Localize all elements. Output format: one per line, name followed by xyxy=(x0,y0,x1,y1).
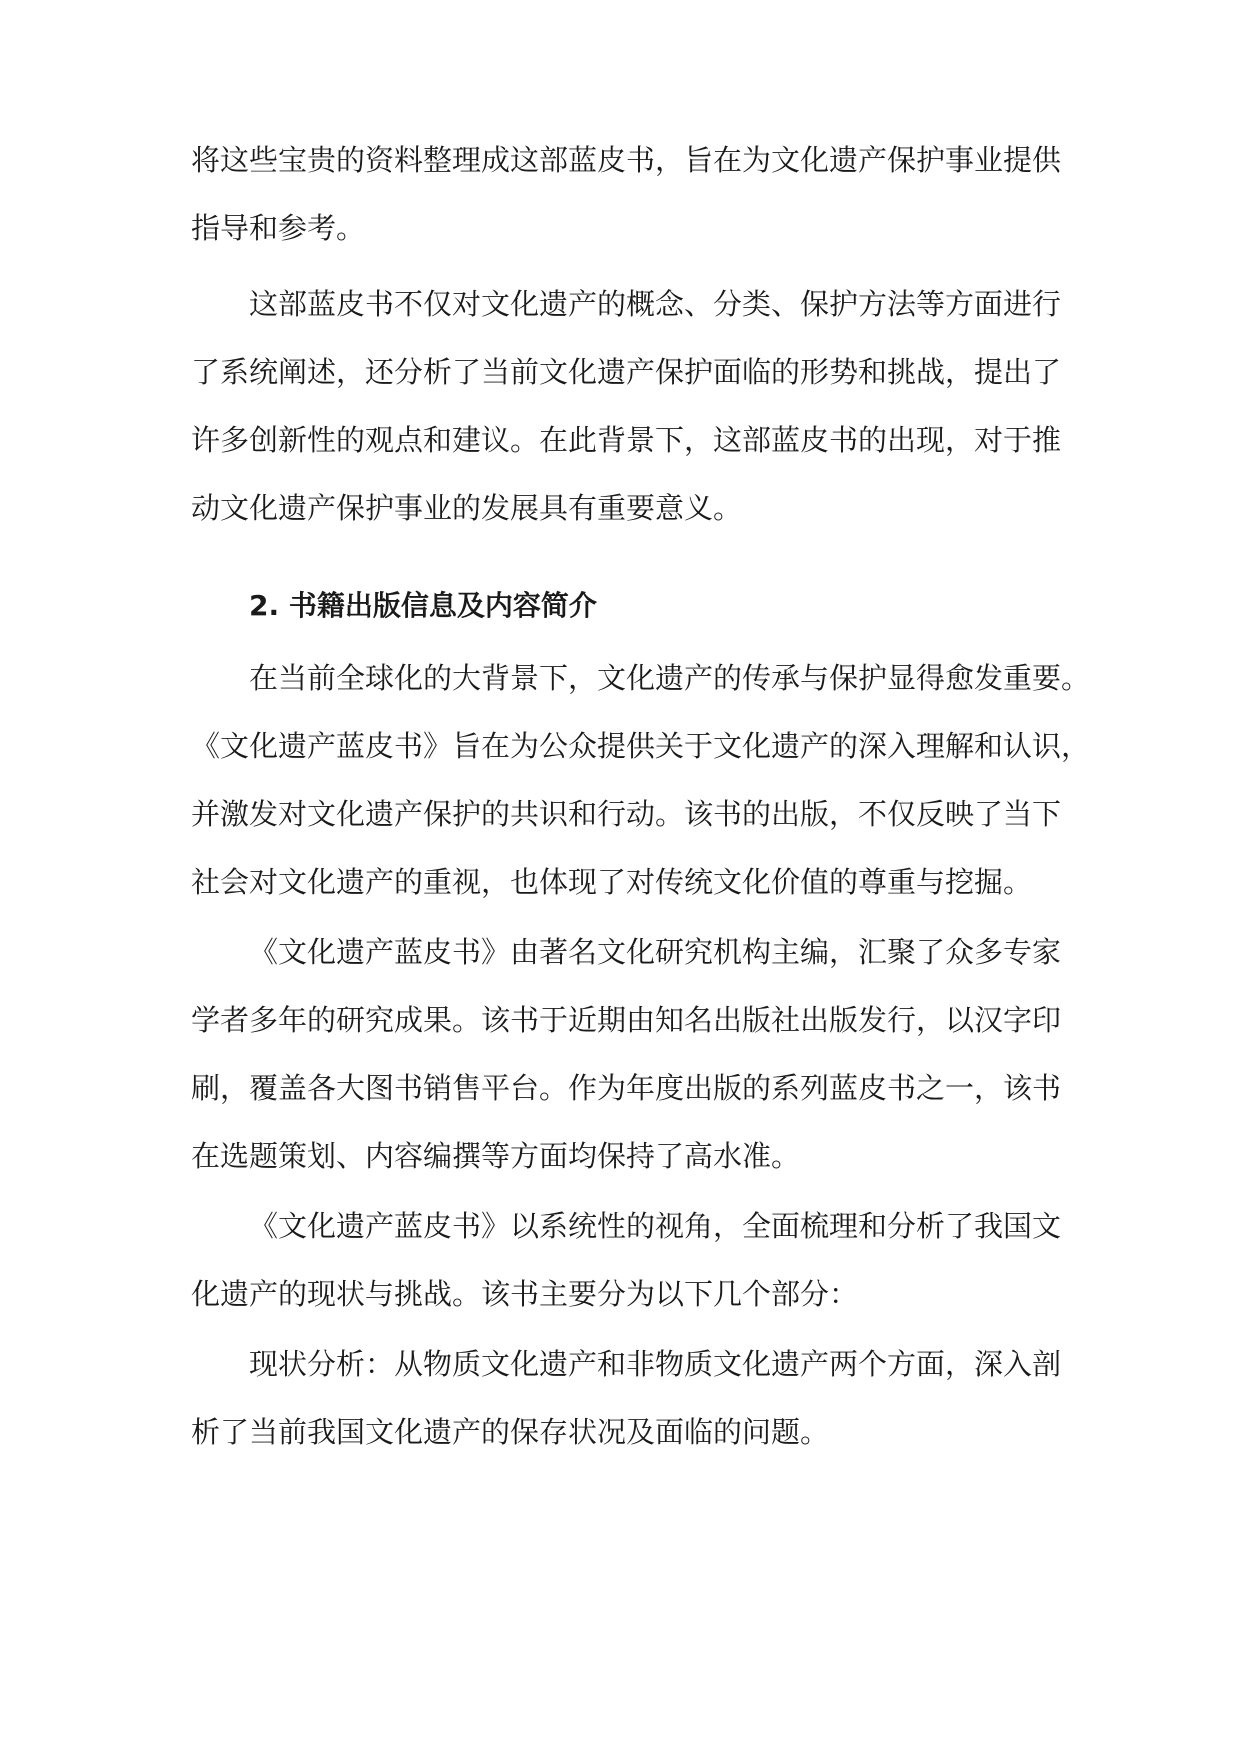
paragraph-line: 了系统阐述，还分析了当前文化遗产保护面临的形势和挑战，提出了 xyxy=(191,355,1062,389)
paragraph-line: 动文化遗产保护事业的发展具有重要意义。 xyxy=(191,491,743,525)
paragraph-line: 刷，覆盖各大图书销售平台。作为年度出版的系列蓝皮书之一，该书 xyxy=(191,1071,1062,1105)
paragraph-line: 许多创新性的观点和建议。在此背景下，这部蓝皮书的出现，对于推 xyxy=(191,423,1062,457)
paragraph-line: 《文化遗产蓝皮书》由著名文化研究机构主编，汇聚了众多专家 xyxy=(249,935,1062,969)
paragraph-line: 现状分析：从物质文化遗产和非物质文化遗产两个方面，深入剖 xyxy=(249,1347,1062,1381)
paragraph-line: 学者多年的研究成果。该书于近期由知名出版社出版发行，以汉字印 xyxy=(191,1003,1062,1037)
paragraph-line: 《文化遗产蓝皮书》旨在为公众提供关于文化遗产的深入理解和认识， xyxy=(191,729,1091,763)
paragraph-line: 指导和参考。 xyxy=(191,211,366,245)
paragraph-line: 在选题策划、内容编撰等方面均保持了高水准。 xyxy=(191,1139,801,1173)
paragraph-line: 将这些宝贵的资料整理成这部蓝皮书，旨在为文化遗产保护事业提供 xyxy=(191,143,1062,177)
paragraph-line: 在当前全球化的大背景下，文化遗产的传承与保护显得愈发重要。 xyxy=(249,661,1091,695)
paragraph-line: 这部蓝皮书不仅对文化遗产的概念、分类、保护方法等方面进行 xyxy=(249,287,1062,321)
section-heading: 2. 书籍出版信息及内容简介 xyxy=(249,589,597,622)
paragraph-line: 化遗产的现状与挑战。该书主要分为以下几个部分： xyxy=(191,1277,859,1311)
paragraph-line: 社会对文化遗产的重视，也体现了对传统文化价值的尊重与挖掘。 xyxy=(191,865,1033,899)
paragraph-line: 析了当前我国文化遗产的保存状况及面临的问题。 xyxy=(191,1415,830,1449)
paragraph-line: 《文化遗产蓝皮书》以系统性的视角，全面梳理和分析了我国文 xyxy=(249,1209,1062,1243)
paragraph-line: 并激发对文化遗产保护的共识和行动。该书的出版，不仅反映了当下 xyxy=(191,797,1062,831)
